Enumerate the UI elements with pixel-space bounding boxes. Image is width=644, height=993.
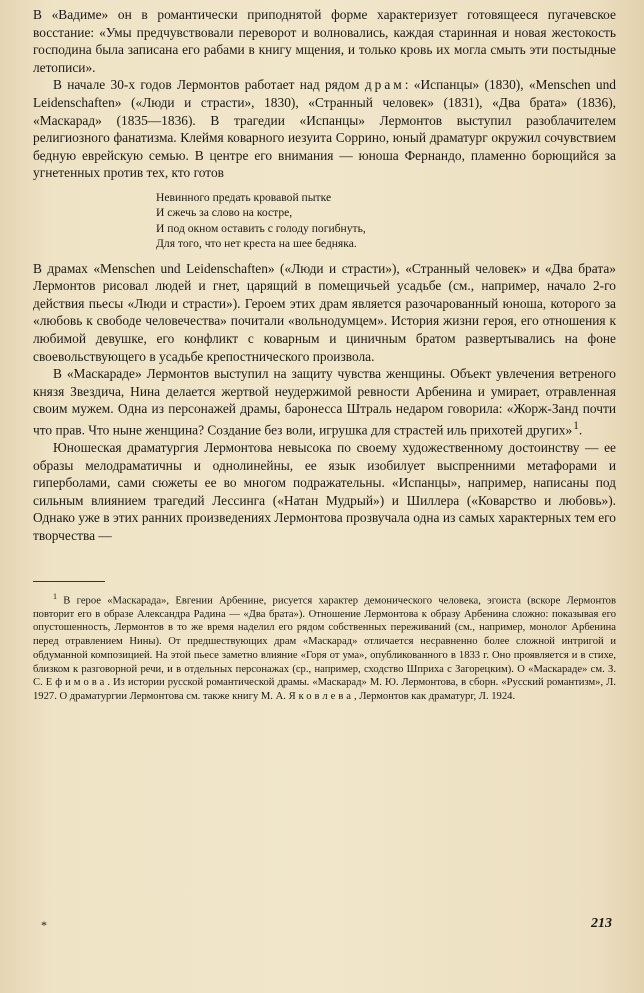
paragraph-maskarad: В «Маскараде» Лермонтов выступил на защиту чувства женщины. Объект увлечения ветреного князя Звездича, Нина делается жертвой неудержимой ревности Арбенина и умирает, отравленная своим мужем. Одна из персонажей драмы, баронесса Штраль недаром говорила: «Жорж-Занд почти что прав. Что ныне женщина? Создание без воли, игрушка для страстей иль прихотей других» $^1$. bbox=[33, 366, 616, 438]
paragraph-dramas-rest: : «Испанцы» (1830), «Menschen und Leidenschaften» («Люди и страсти», 1830), «Странный человек» (1831), «Два брата» (1836), «Маскарад» (1835—1836). В трагедии «Испанцы» Лермонтов выступил разоблачителем религиозного фанатизма. Клеймя коварного иезуита Соррино, юный драматург окружил сочувствием бедную еврейскую семью. В центре его внимания — юноша Фернандо, пламенно борющийся за угнетенных против тех, кто готов bbox=[33, 77, 616, 181]
verse-line: Невинного предать кровавой пытке bbox=[156, 190, 332, 204]
signature-star: * bbox=[41, 918, 47, 932]
page-footer bbox=[33, 918, 616, 938]
paragraph-maskarad-text: В «Маскараде» Лермонтов выступил на защиту чувства женщины. Объект увлечения ветреного князя Звездича, Нина делается жертвой неудержимой ревности Арбенина и умирает, отравленная своим мужем. Одна из персонажей драмы, баронесса Штраль недаром говорила: «Жорж-Занд почти что прав. Что ныне женщина? Создание без воли, игрушка для страстей иль прихотей других» bbox=[33, 366, 616, 438]
footnote-middle: . Из истории русской романтической драмы. «Маскарад» М. Ю. Лермонтова, в сборн. «Русский романтизм», Л. 1927. О драматургии Лермонтова см. также книгу М. А. bbox=[33, 677, 616, 702]
paragraph-dramas-lead: В начале 30-х годов Лермонтов работает над рядом bbox=[53, 77, 360, 93]
paragraph-menschen: В драмах «Menschen und Leidenschaften» («Люди и страсти»), «Странный человек» и «Два брата» Лермонтов рисовал людей и гнет, царящий в помещичьей усадьбе (см., например, начало 2-го действия пьесы «Люди и страсти»). Героем этих драм является разочарованный юноша, которого за «любовь к свободе человечества» почитали «вольнодумцем». История жизни героя, его отношения к любимой девушке, его конфликт с коварным и циничным братом развертывались на фоне своевольствующего в усадьбе крепостнического произвола. bbox=[33, 260, 616, 364]
footnote-body: В герое «Маскарада», Евгении Арбенине, рисуется характер демонического человека, эгоиста (вскоре Лермонтов повторит его в образе Александра Радина — «Два брата»). Отношение Лермонтова к образу Арбенина сложно: показывая его опустошенность, Лермонтов в то же время наделил его рядом собственных переживаний (см., например, монолог Арбенина перед отравлением Нины). От предшествующих драм «Маскарад» отличается несравненно более сложной интригой и обдуманной композицией. На этой пьесе заметно влияние «Горя от ума», опубликованного в 1833 г. Оно проявляется и в стихе, близком к разговорной речи, и в отдельных персонажах (ср., например, сходство Шприха с Загорецким). О «Маскараде» см. З. С. bbox=[33, 595, 616, 689]
page-number: 213 bbox=[591, 916, 612, 931]
paragraph-dramas-intro bbox=[33, 76, 616, 182]
main-text bbox=[33, 6, 616, 545]
paragraph-vadim: В «Вадиме» он в романтически приподнятой форме характеризует готовящееся пугачевское восстание: «Умы предчувствовали переворот и волновались, каждая старинная и новая жестокость господина была записана его рабами в книгу мщения, и только кровь их могла смыть эти постыдные летописи». bbox=[33, 7, 616, 75]
verse-line: Для того, что нет креста на шее бедняка. bbox=[156, 237, 357, 251]
footnote-text bbox=[33, 590, 616, 704]
verse-line: И под окном оставить с голоду погибнуть, bbox=[156, 221, 366, 235]
paragraph-youth-drama: Юношеская драматургия Лермонтова невысока по своему художественному достоинству — ее образы мелодраматичны и однолинейны, ее язык изобилует выспренними метафорами и гиперболами, сами сюжеты ее во многом подражательны. «Испанцы», например, написаны под сильным влиянием трагедий Лессинга («Натан Мудрый») и Шиллера («Коварство и любовь»). Однако уже в этих ранних произведениях Лермонтова прозвучала одна из самых характерных тем его творчества — bbox=[33, 439, 616, 543]
footnote-author-efimova: Ефимова bbox=[45, 677, 108, 689]
footnote-divider bbox=[33, 581, 105, 582]
verse-quote bbox=[156, 190, 616, 252]
footnote-reference: 1 bbox=[573, 419, 579, 432]
footnote-author-yakovlev: Яковлева bbox=[288, 690, 354, 702]
footnote bbox=[33, 590, 616, 704]
verse-line: И сжечь за слово на костре, bbox=[156, 206, 293, 220]
footnote-end: , Лермонтов как драматург, Л. 1924. bbox=[353, 690, 516, 702]
spaced-word-dram: драм bbox=[364, 77, 405, 93]
footnote-number: 1 bbox=[53, 591, 57, 601]
